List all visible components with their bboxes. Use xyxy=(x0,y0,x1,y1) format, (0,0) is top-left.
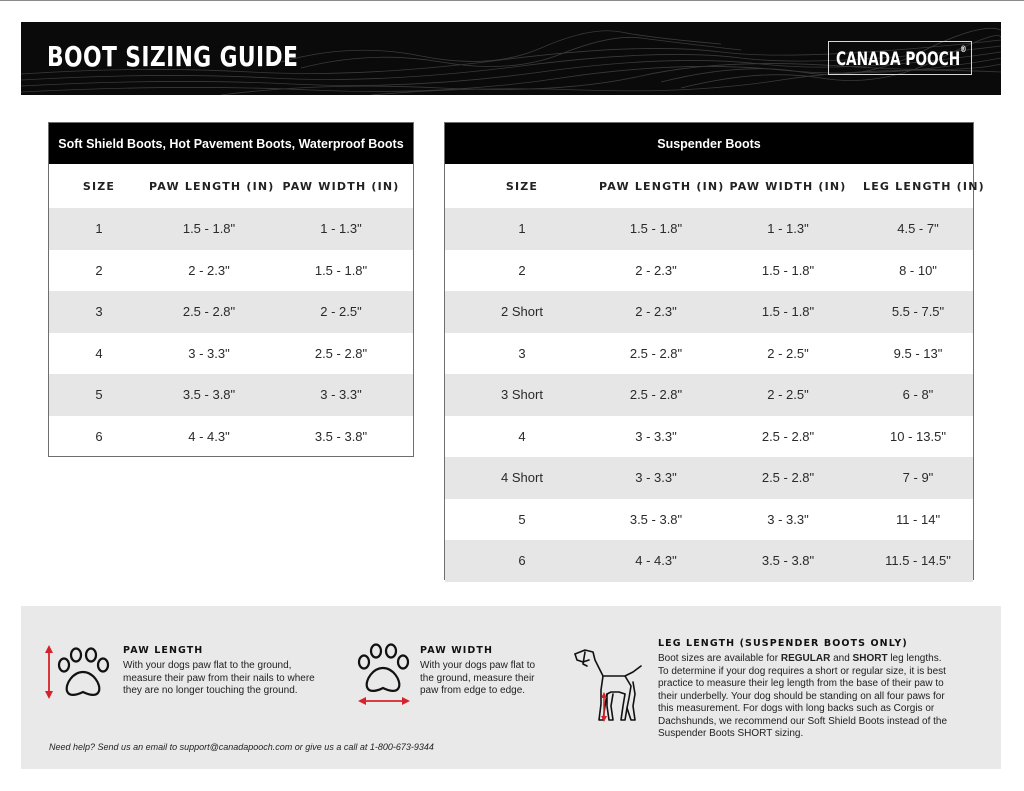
column-header-paw-length: PAW LENGTH (IN) xyxy=(599,179,725,193)
cell-paw-width: 2.5 - 2.8" xyxy=(314,345,368,361)
cell-paw-width: 1 - 1.3" xyxy=(320,221,362,237)
table-row xyxy=(49,250,413,292)
soft-boots-table-title: Soft Shield Boots, Hot Pavement Boots, Waterproof Boots xyxy=(49,123,413,164)
leg-length-heading: LEG LENGTH (SUSPENDER BOOTS ONLY) xyxy=(658,638,908,649)
cell-paw-width: 1 - 1.3" xyxy=(767,221,809,237)
paw-width-instructions: With your dogs paw flat to the ground, measure their paw from edge to edge. xyxy=(420,660,536,696)
cell-paw-width: 1.5 - 1.8" xyxy=(761,262,815,278)
table-row xyxy=(49,291,413,333)
brand-logo xyxy=(828,41,972,75)
column-header-size: SIZE xyxy=(82,179,116,193)
cell-paw-width: 2.5 - 2.8" xyxy=(761,470,815,486)
suspender-boots-header-row xyxy=(445,164,985,208)
cell-leg-length: 8 - 10" xyxy=(899,262,937,278)
table-row xyxy=(445,416,973,458)
short-label: SHORT xyxy=(852,653,888,664)
registered-mark: ® xyxy=(960,45,967,55)
cell-size: 4 Short xyxy=(501,470,543,486)
cell-size: 4 xyxy=(95,345,103,361)
suspender-boots-table-title: Suspender Boots xyxy=(445,123,973,164)
cell-leg-length: 10 - 13.5" xyxy=(890,428,946,444)
cell-paw-length: 3 - 3.3" xyxy=(635,428,677,444)
table-row xyxy=(49,416,413,458)
table-row xyxy=(445,250,973,292)
cell-paw-length: 4 - 4.3" xyxy=(635,553,677,569)
table-row xyxy=(49,208,413,250)
column-header-leg-length: LEG LENGTH (IN) xyxy=(863,179,985,193)
column-header-paw-width: PAW WIDTH (IN) xyxy=(729,179,847,193)
top-rule xyxy=(0,0,1024,1)
soft-boots-header-row xyxy=(49,164,413,208)
cell-paw-width: 3.5 - 3.8" xyxy=(314,428,368,444)
cell-paw-width: 3 - 3.3" xyxy=(767,511,809,527)
cell-size: 6 xyxy=(95,428,103,444)
cell-paw-width: 2 - 2.5" xyxy=(767,387,809,403)
cell-size: 4 xyxy=(518,428,526,444)
cell-leg-length: 9.5 - 13" xyxy=(893,345,943,361)
soft-boots-size-table xyxy=(48,122,414,457)
cell-paw-width: 2 - 2.5" xyxy=(320,304,362,320)
cell-size: 2 Short xyxy=(501,304,543,320)
column-header-size: SIZE xyxy=(505,179,539,193)
column-header-paw-length: PAW LENGTH (IN) xyxy=(149,179,275,193)
cell-paw-length: 2 - 2.3" xyxy=(635,262,677,278)
cell-leg-length: 7 - 9" xyxy=(902,470,934,486)
cell-size: 1 xyxy=(518,221,526,237)
cell-size: 2 xyxy=(95,262,103,278)
cell-paw-length: 3 - 3.3" xyxy=(188,345,230,361)
help-contact-text: Need help? Send us an email to support@canadapooch.com or give us a call at 1-800-673-9344 xyxy=(49,742,434,752)
paw-width-icon xyxy=(355,639,413,707)
table-row xyxy=(49,333,413,375)
column-header-paw-width: PAW WIDTH (IN) xyxy=(282,179,400,193)
cell-paw-length: 1.5 - 1.8" xyxy=(629,221,683,237)
cell-leg-length: 11.5 - 14.5" xyxy=(885,553,951,569)
table-row xyxy=(445,208,973,250)
cell-paw-length: 2.5 - 2.8" xyxy=(629,345,683,361)
cell-paw-width: 2 - 2.5" xyxy=(767,345,809,361)
page-title: BOOT SIZING GUIDE xyxy=(47,40,299,73)
table-row xyxy=(445,457,973,499)
cell-leg-length: 11 - 14" xyxy=(895,511,941,527)
cell-paw-length: 1.5 - 1.8" xyxy=(182,221,236,237)
cell-size: 5 xyxy=(518,511,526,527)
paw-length-icon xyxy=(43,642,113,702)
cell-paw-length: 2.5 - 2.8" xyxy=(182,304,236,320)
cell-paw-width: 1.5 - 1.8" xyxy=(314,262,368,278)
table-row xyxy=(445,374,973,416)
table-row xyxy=(445,540,973,582)
cell-leg-length: 5.5 - 7.5" xyxy=(891,304,945,320)
cell-paw-width: 3.5 - 3.8" xyxy=(761,553,815,569)
cell-leg-length: 6 - 8" xyxy=(902,387,934,403)
cell-paw-length: 3.5 - 3.8" xyxy=(629,511,683,527)
table-row xyxy=(445,333,973,375)
cell-paw-width: 2.5 - 2.8" xyxy=(761,428,815,444)
cell-size: 1 xyxy=(95,221,103,237)
dog-leg-icon xyxy=(571,646,647,724)
cell-size: 5 xyxy=(95,387,103,403)
cell-size: 2 xyxy=(518,262,526,278)
table-row xyxy=(49,374,413,416)
cell-size: 3 xyxy=(518,345,526,361)
paw-length-instructions: With your dogs paw flat to the ground, measure their paw from their nails to where they are no longer touching the ground. xyxy=(123,660,315,696)
measuring-instructions-panel xyxy=(21,606,1001,769)
cell-paw-length: 2 - 2.3" xyxy=(188,262,230,278)
paw-length-heading: PAW LENGTH xyxy=(123,645,204,656)
cell-paw-length: 2 - 2.3" xyxy=(635,304,677,320)
paw-width-heading: PAW WIDTH xyxy=(420,645,494,656)
brand-name: CANADA POOCH xyxy=(836,48,961,70)
table-row xyxy=(445,499,973,541)
cell-size: 3 Short xyxy=(501,387,543,403)
cell-size: 6 xyxy=(518,553,526,569)
header-banner xyxy=(21,22,1001,95)
table-row xyxy=(445,291,973,333)
cell-paw-width: 3 - 3.3" xyxy=(320,387,362,403)
leg-length-instructions: Boot sizes are available for REGULAR and SHORT leg lengths. To determine if your dog requires a short or regular size, it is best practice to measure their leg length from the base of their paw to their underbelly. Your dog should be standing on all four paws for this measurement. For dogs with long backs such as Corgis or Dachshunds, we recommend our Soft Shield Boots instead of the Suspender Boots SHORT sizing. xyxy=(658,653,948,739)
cell-paw-length: 3 - 3.3" xyxy=(635,470,677,486)
cell-paw-length: 2.5 - 2.8" xyxy=(629,387,683,403)
cell-size: 3 xyxy=(95,304,103,320)
cell-paw-length: 3.5 - 3.8" xyxy=(182,387,236,403)
cell-paw-width: 1.5 - 1.8" xyxy=(761,304,815,320)
cell-paw-length: 4 - 4.3" xyxy=(188,428,230,444)
cell-leg-length: 4.5 - 7" xyxy=(897,221,939,237)
suspender-boots-size-table xyxy=(444,122,985,580)
regular-label: REGULAR xyxy=(780,653,831,664)
